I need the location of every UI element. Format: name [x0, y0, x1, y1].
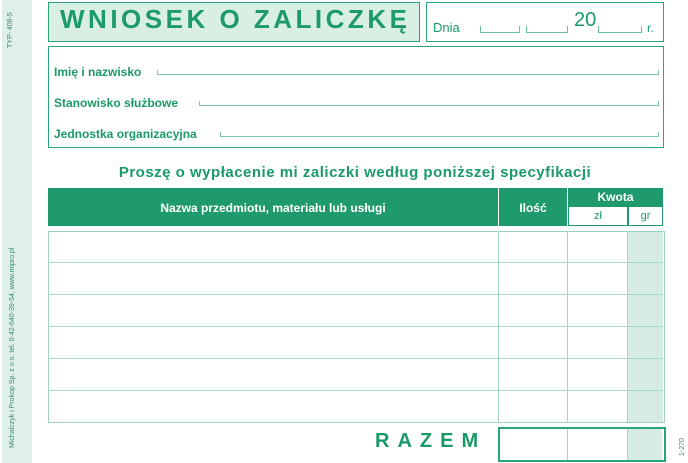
total-box[interactable] [498, 427, 666, 462]
position-label: Stanowisko służbowe [54, 96, 179, 110]
amount-column-header: Kwota [597, 190, 634, 204]
quantity-column-header: Ilość [519, 201, 547, 215]
table-row [48, 358, 663, 359]
name-field[interactable] [157, 70, 659, 75]
publisher-info: Michalczyk i Prokop Sp. z o.o. tel. 0-42-640-39-54, www.mipro.pl [9, 247, 16, 448]
year-suffix: r. [647, 21, 654, 35]
gr-column-header: gr [629, 207, 662, 225]
total-divider [627, 429, 628, 460]
form-title: WNIOSEK O ZALICZKĘ [60, 4, 411, 34]
date-label: Dnia [433, 20, 460, 35]
specification-heading: Proszę o wypłacenie mi zaliczki według poniższej specyfikacji [118, 164, 592, 181]
name-label: Imię i nazwisko [54, 65, 142, 79]
table-header [48, 188, 663, 226]
department-label: Jednostka organizacyjna [54, 127, 197, 141]
year-field[interactable] [598, 26, 642, 33]
table-row [48, 294, 663, 295]
day-field[interactable] [480, 26, 520, 33]
table-row [48, 390, 663, 391]
table-body [48, 231, 665, 423]
side-strip [2, 0, 32, 463]
department-field[interactable] [220, 132, 659, 137]
year-prefix: 20 [574, 9, 597, 31]
product-code: 1-270 [679, 438, 686, 456]
form-type-code: TYP- 408-5 [7, 12, 14, 48]
date-box [426, 2, 664, 42]
table-row [48, 326, 663, 327]
month-field[interactable] [526, 26, 568, 33]
position-field[interactable] [199, 101, 659, 106]
total-label: RAZEM [375, 430, 487, 452]
zl-column-header: zł [569, 207, 627, 225]
table-row [48, 262, 663, 263]
total-divider [567, 429, 568, 460]
item-column-header: Nazwa przedmiotu, materiału lub usługi [160, 201, 386, 215]
